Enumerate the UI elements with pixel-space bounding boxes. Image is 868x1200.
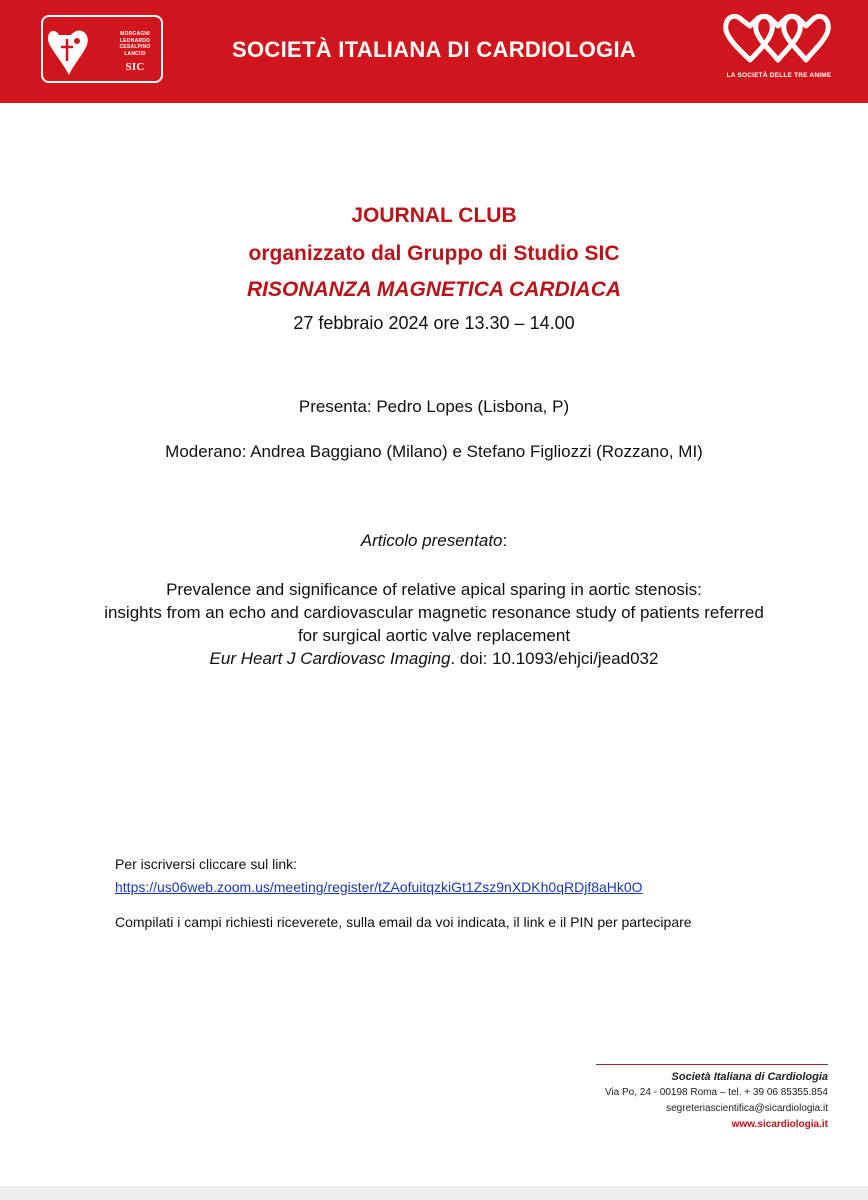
- header-title: SOCIETÀ ITALIANA DI CARDIOLOGIA: [232, 37, 637, 62]
- event-organizer: organizzato dal Gruppo di Studio SIC: [248, 242, 620, 265]
- article-title-line: for surgical aortic valve replacement: [297, 626, 571, 645]
- moderators: Moderano: Andrea Baggiano (Milano) e Stefano Figliozzi (Rozzano, MI): [165, 442, 703, 461]
- logo-name: CESALPINO: [119, 44, 151, 50]
- registration-intro: Per iscriversi cliccare sul link:: [115, 856, 298, 872]
- article-label: [0, 531, 868, 551]
- footer-address: Via Po, 24 - 00198 Roma – tel. + 39 06 85355.854: [604, 1087, 828, 1098]
- logo-name: LEONARDO: [119, 37, 151, 44]
- article-title-line: Prevalence and significance of relative apical sparing in aortic stenosis:: [166, 580, 702, 599]
- article-label-colon: :: [502, 531, 508, 550]
- article-label-text: Articolo presentato: [360, 531, 503, 550]
- logo-name: MORGAGNI: [120, 31, 150, 37]
- header-banner: [0, 0, 868, 103]
- footer-website[interactable]: www.sicardiologia.it: [731, 1119, 828, 1130]
- article-title: [0, 578, 868, 670]
- event-date: 27 febbraio 2024 ore 13.30 – 14.00: [293, 313, 575, 333]
- event-title: JOURNAL CLUB: [351, 204, 517, 227]
- logo-names: [109, 31, 161, 74]
- journal-name: Eur Heart J Cardiovasc Imaging: [209, 649, 451, 668]
- sic-logo: [41, 15, 163, 83]
- presenter: Presenta: Pedro Lopes (Lisbona, P): [298, 397, 570, 416]
- footer-email[interactable]: segreteriascientifica@sicardiologia.it: [666, 1103, 828, 1114]
- event-topic: RISONANZA MAGNETICA CARDIACA: [246, 278, 622, 301]
- header-tagline: LA SOCIETÀ DELLE TRE ANIME: [726, 72, 832, 79]
- three-hearts-icon: [722, 12, 834, 70]
- article-title-line: insights from an echo and cardiovascular magnetic resonance study of patients referred: [104, 603, 764, 622]
- article-citation: [0, 647, 868, 670]
- footer-contact: [588, 1064, 828, 1133]
- registration-link[interactable]: https://us06web.zoom.us/meeting/register/tZAofuitqzkiGt1Zsz9nXDKh0qRDjf8aHk0O: [115, 879, 643, 895]
- footer-divider: [596, 1064, 828, 1065]
- footer-org: Società Italiana di Cardiologia: [671, 1071, 828, 1083]
- article-doi: . doi: 10.1093/ehjci/jead032: [450, 649, 659, 668]
- bottom-bar: [0, 1186, 868, 1200]
- logo-name: LANCISI: [124, 50, 146, 57]
- logo-monogram: SIC: [125, 61, 145, 73]
- registration-note: Compilati i campi richiesti riceverete, sulla email da voi indicata, il link e il PIN per partecipare: [115, 914, 692, 930]
